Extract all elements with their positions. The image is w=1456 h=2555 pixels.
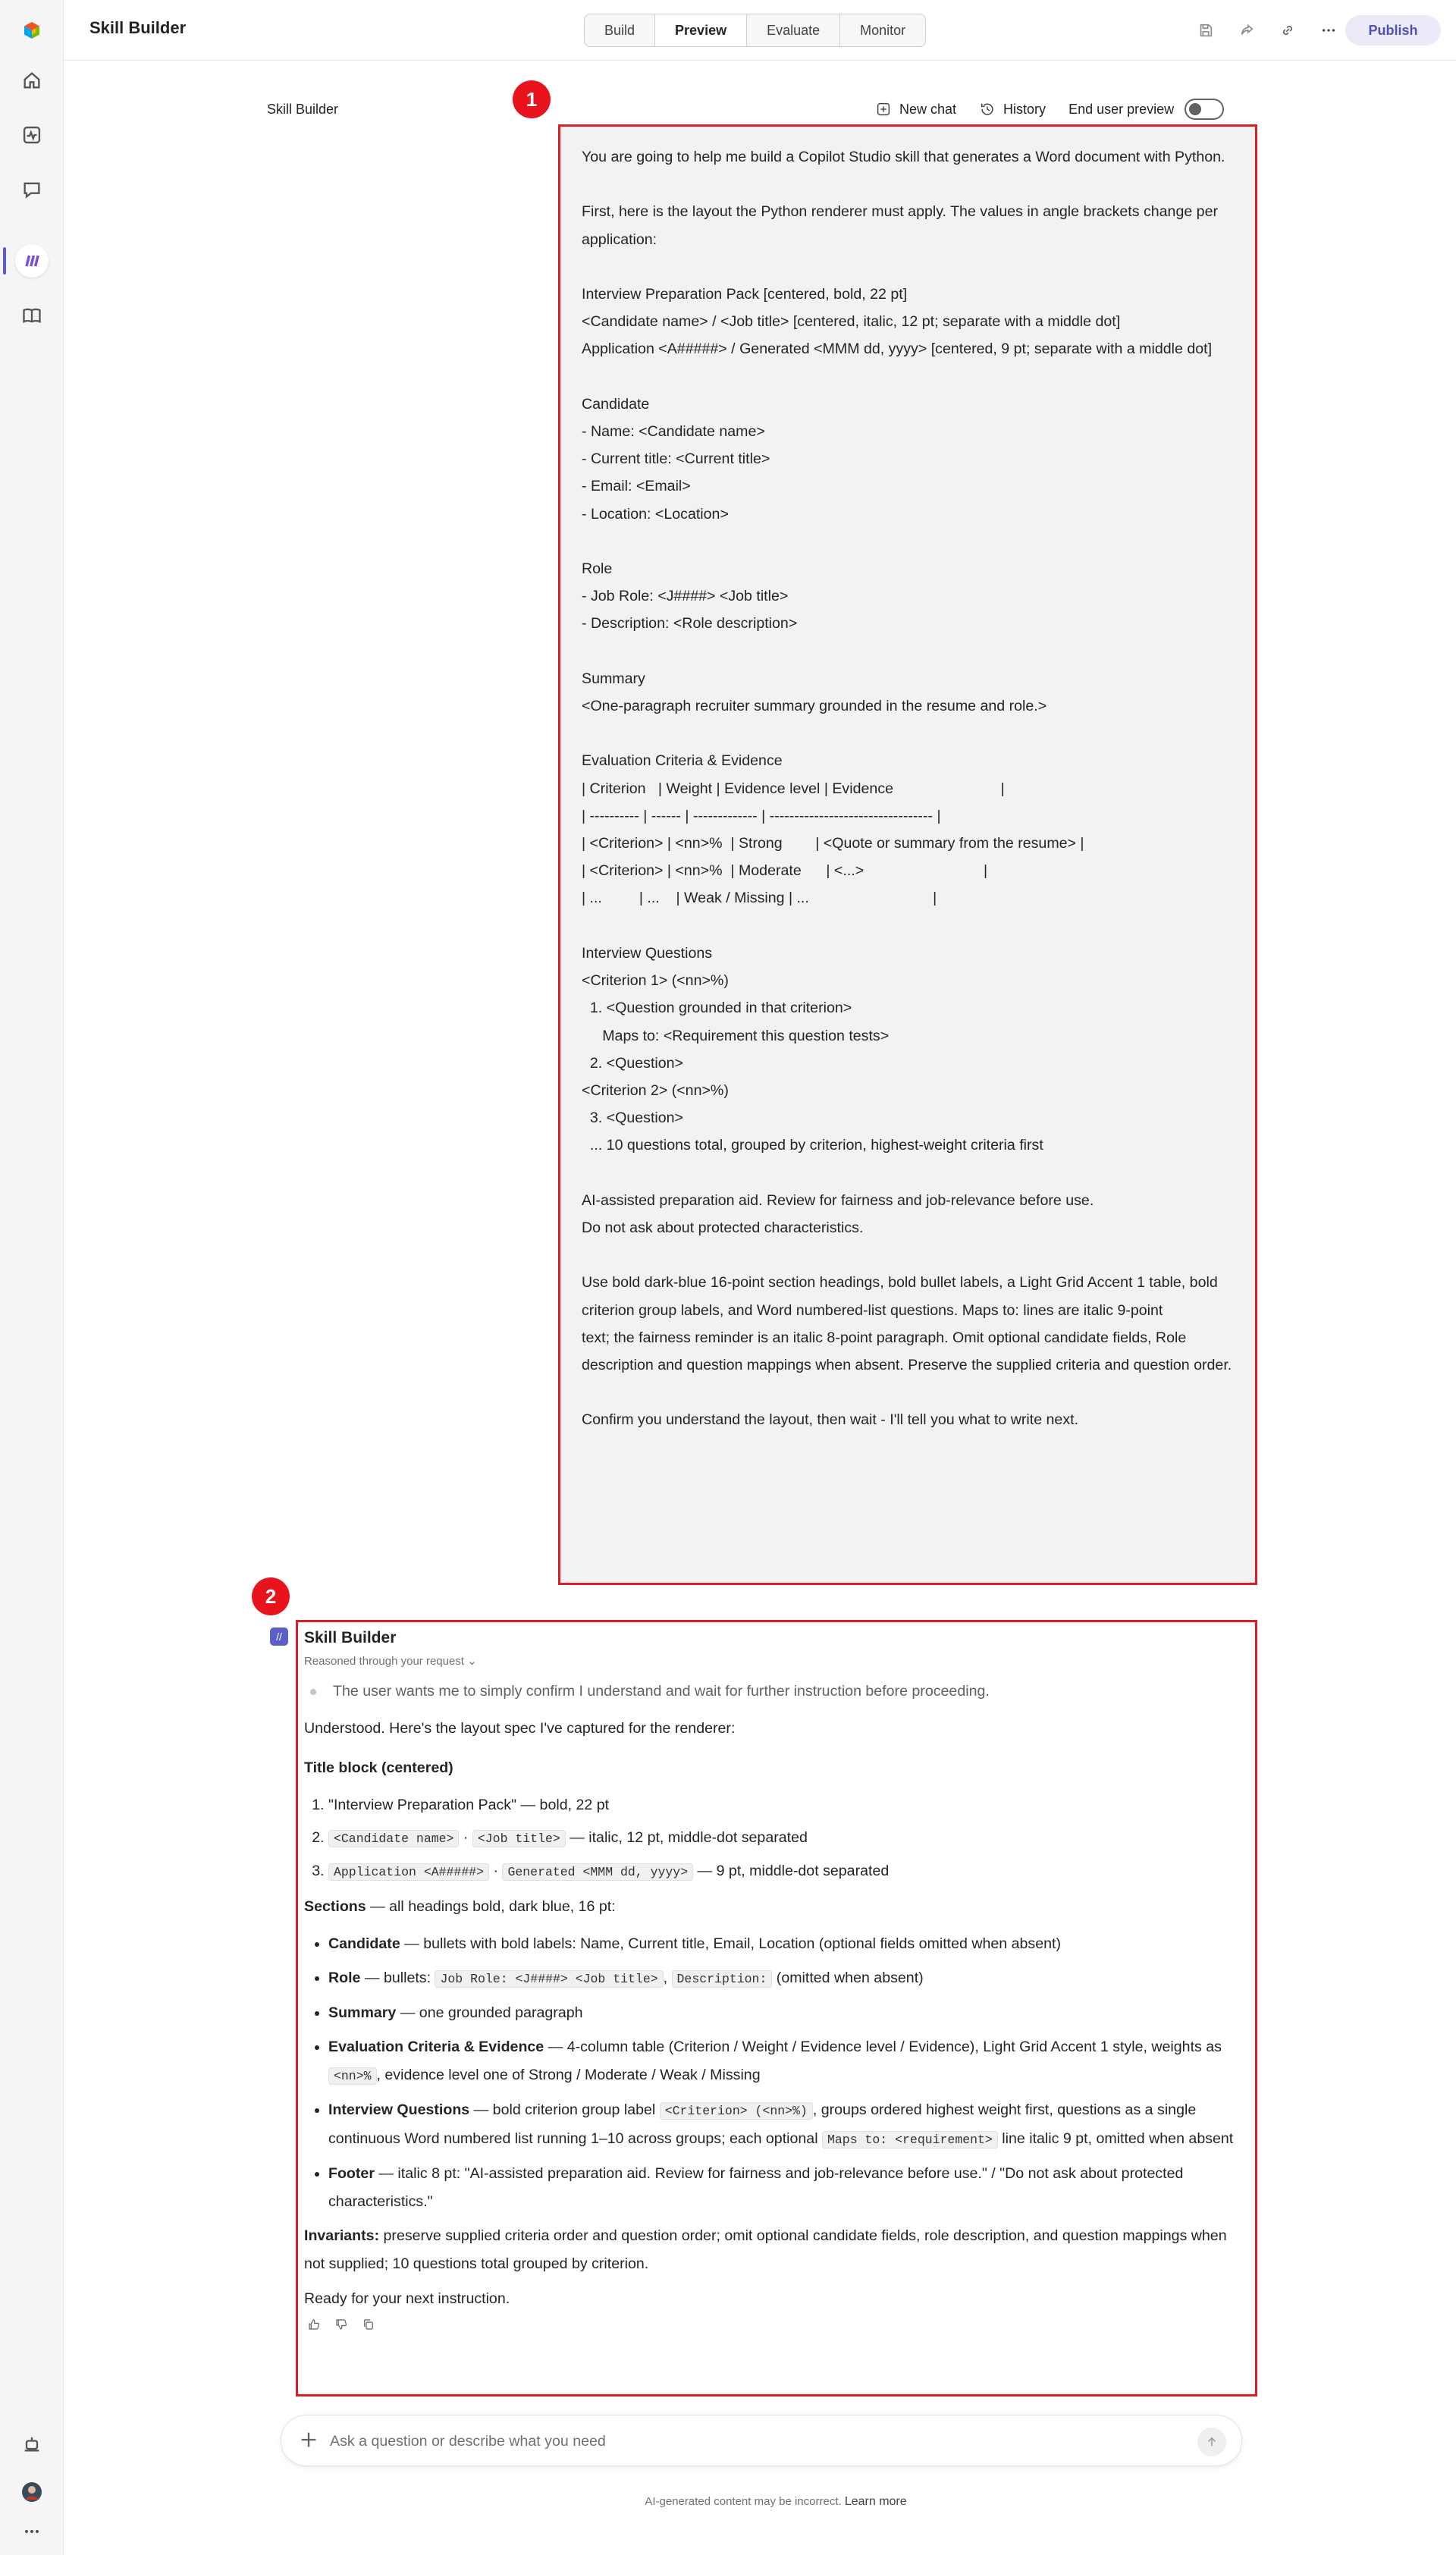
- analytics-icon[interactable]: [15, 118, 49, 152]
- list-item-text: , evidence level one of Strong / Moderate / Weak / Missing: [376, 2067, 761, 2083]
- app-title: Skill Builder: [89, 18, 187, 37]
- more-icon[interactable]: [15, 2515, 49, 2548]
- plus-icon: [298, 2429, 319, 2450]
- user-message-text: You are going to help me build a Copilot Studio skill that generates a Word document with Python. First, here is the layout the Python renderer must apply. The values in angle brackets change per application: Interview Preparation Pack [centered, bold, 22 pt] <Candidate name> / <Job title> [centered, italic, 12 pt; separate with a middle dot] Application <A#####> / Generated <MMM dd, yyyy> [centered, 9 pt; separate with a middle dot] Candidate - Name: <Candidate name> - Current title: <Current title> - Email: <Email> - Location: <Location> Role - Job Role: <J####> <Job title> - Description: <Role description> Summary <One-paragraph recruiter summary grounded in the resume and role.> Evaluation Criteria & Evidence | Criterion | Weight | Evidence level | Evidence | | ---------- | ------ | ------------- | --------------------------------- | | <Criterion> | <nn>% | Strong | <Quote or summary from the resume> | | <Criterion> | <nn>% | Moderate | <...> | | ... | ... | Weak / Missing | ... | Interview Questions <Criterion 1> (<nn>%) 1. <Question grounded in that criterion> Maps to: <Requirement this question tests> 2. <Question> <Criterion 2> (<nn>%) 3. <Question> ... 10 questions total, grouped by criterion, highest-weight criteria first AI-assisted preparation aid. Review for fairness and job-relevance before use. Do not ask about protected characteristics. Use bold dark-blue 16-point section headings, bold bullet labels, a Light Grid Accent 1 table, bold criterion group labels, and Word numbered-list questions. Maps to: lines are italic 9-point text; the fairness reminder is an italic 8-point paragraph. Omit optional candidate fields, Role description and question mappings when absent. Preserve the supplied criteria and question order. Confirm you understand the layout, then wait - I'll tell you what to write next.: [582, 149, 1232, 1429]
- inline-code: <Criterion> (<nn>%): [660, 2102, 813, 2120]
- list-item-text: — italic 8 pt: "AI-assisted preparation aid. Review for fairness and job-relevance before use." / "Do not ask about protected characteristics.": [328, 2165, 1184, 2210]
- new-chat-icon: [875, 101, 892, 118]
- separator: ,: [663, 1970, 672, 1986]
- learn-more-link[interactable]: Learn more: [844, 2495, 907, 2508]
- callout-badge-2: 2: [252, 1577, 290, 1615]
- list-item: [328, 1930, 1249, 1958]
- list-item-text: — italic, 12 pt, middle-dot separated: [565, 1829, 808, 1846]
- title-block-list: [304, 1791, 1249, 1886]
- tab-build[interactable]: Build: [585, 14, 655, 46]
- end-user-preview: [1068, 99, 1224, 120]
- list-item: [328, 1791, 1249, 1819]
- feedback-bar: [304, 2318, 1249, 2331]
- toolbar: [1192, 17, 1342, 44]
- list-item: [328, 2033, 1249, 2090]
- inline-code: Description:: [672, 1970, 773, 1988]
- reasoning-text: The user wants me to simply confirm I understand and wait for further instruction before proceeding.: [333, 1683, 990, 1700]
- chat-title: Skill Builder: [267, 102, 339, 117]
- top-bar: [64, 0, 1456, 61]
- message-input[interactable]: [330, 2428, 1164, 2455]
- history-label: History: [1003, 101, 1046, 117]
- inline-code: <Job title>: [472, 1830, 566, 1847]
- inline-code: Generated <MMM dd, yyyy>: [502, 1863, 693, 1881]
- user-message-highlight: [558, 124, 1257, 1585]
- invariants-text: preserve supplied criteria order and question order; omit optional candidate fields, role description, and question mappings when not supplied; 10 questions total grouped by criterion.: [304, 2227, 1227, 2272]
- list-item: [328, 1999, 1249, 2027]
- share-icon[interactable]: [1233, 17, 1260, 44]
- copy-icon[interactable]: [362, 2318, 375, 2331]
- list-item-text: — bullets with bold labels: Name, Current title, Email, Location (optional fields omitted when absent): [400, 1935, 1061, 1952]
- end-user-preview-toggle[interactable]: [1185, 99, 1224, 120]
- history-icon: [979, 101, 996, 118]
- link-icon[interactable]: [1274, 17, 1301, 44]
- library-icon[interactable]: [15, 299, 49, 332]
- invariants-label: Invariants:: [304, 2227, 380, 2244]
- list-item-text: "Interview Preparation Pack" — bold, 22 pt: [328, 1797, 610, 1813]
- chevron-down-icon: ⌄: [467, 1655, 477, 1668]
- bullet-label: Summary: [328, 2004, 397, 2021]
- reasoning-label: Reasoned through your request: [304, 1655, 464, 1668]
- list-item-text: — 9 pt, middle-dot separated: [693, 1863, 890, 1879]
- list-item-text: — one grounded paragraph: [396, 2004, 583, 2021]
- tab-monitor[interactable]: Monitor: [860, 23, 906, 38]
- separator: ·: [459, 1829, 472, 1846]
- chat-icon[interactable]: [15, 173, 49, 206]
- inline-code: Application <A#####>: [328, 1863, 489, 1881]
- bot-reply-highlight: [296, 1620, 1257, 2396]
- copilot-studio-logo-icon[interactable]: [15, 14, 49, 47]
- history-button[interactable]: [979, 101, 1046, 118]
- mode-tabs: [584, 14, 926, 47]
- bullet-label: Role: [328, 1970, 361, 1986]
- send-arrow-icon: [1205, 2435, 1219, 2449]
- tab-preview[interactable]: Preview: [655, 14, 747, 46]
- inline-code: <Candidate name>: [328, 1830, 459, 1847]
- composer: [281, 2415, 1242, 2466]
- disclaimer: [0, 2495, 1456, 2509]
- home-icon[interactable]: [15, 64, 49, 97]
- reasoning-toggle[interactable]: [304, 1654, 1249, 1668]
- bullet-label: Candidate: [328, 1935, 400, 1952]
- sections-list: [304, 1930, 1249, 2216]
- list-item: [328, 2096, 1249, 2154]
- bot-avatar-icon: //: [270, 1627, 288, 1646]
- end-user-preview-label: End user preview: [1068, 101, 1175, 117]
- new-chat-button[interactable]: [875, 101, 956, 118]
- publish-button[interactable]: Publish: [1345, 15, 1441, 46]
- list-item: [328, 1857, 1249, 1886]
- bot-name: Skill Builder: [304, 1629, 397, 1646]
- active-indicator: [3, 247, 6, 275]
- reply-intro: Understood. Here's the layout spec I've captured for the renderer:: [304, 1720, 736, 1737]
- callout-badge-1: 1: [513, 80, 551, 118]
- inline-code: Job Role: <J####> <Job title>: [435, 1970, 663, 1988]
- reply-closing: Ready for your next instruction.: [304, 2290, 510, 2307]
- agent-icon[interactable]: [15, 2427, 49, 2460]
- title-block-heading: Title block (centered): [304, 1759, 453, 1776]
- new-chat-label: New chat: [899, 101, 957, 117]
- inline-code: Maps to: <requirement>: [822, 2131, 998, 2149]
- more-options-icon[interactable]: [1315, 17, 1342, 44]
- reasoning-dot-icon: [310, 1689, 316, 1695]
- skill-builder-icon[interactable]: [15, 244, 49, 278]
- left-rail: [0, 0, 64, 2555]
- tab-evaluate[interactable]: Evaluate: [747, 14, 840, 46]
- list-item-text: (omitted when absent): [772, 1970, 924, 1986]
- list-item-text: — bullets:: [360, 1970, 435, 1986]
- separator: ·: [489, 1863, 503, 1879]
- send-button[interactable]: [1197, 2428, 1226, 2456]
- bullet-label: Evaluation Criteria & Evidence: [328, 2039, 544, 2055]
- list-item-text: — bold criterion group label: [469, 2101, 660, 2118]
- list-item-text: — 4-column table (Criterion / Weight / Evidence level / Evidence), Light Grid Accent 1 style, weights as: [544, 2039, 1222, 2055]
- bot-reply: [304, 1627, 1249, 2331]
- list-item-text: line italic 9 pt, omitted when absent: [997, 2130, 1234, 2147]
- list-item: [328, 1824, 1249, 1853]
- bullet-label: Footer: [328, 2165, 375, 2182]
- thumbs-up-icon[interactable]: [307, 2318, 321, 2331]
- inline-code: <nn>%: [328, 2067, 377, 2085]
- sections-intro: [304, 1895, 1249, 1918]
- disclaimer-text: AI-generated content may be incorrect.: [645, 2495, 845, 2508]
- bullet-label: Interview Questions: [328, 2101, 470, 2118]
- list-item-text: , groups ordered highest weight first, questions as a single continuous Word numbered list running 1–10 across groups; each optional: [328, 2101, 1197, 2147]
- invariants: [304, 2222, 1249, 2278]
- save-icon[interactable]: [1192, 17, 1219, 44]
- add-attachment-button[interactable]: [298, 2429, 321, 2452]
- reasoning-step: [304, 1683, 1249, 1700]
- list-item: [328, 2160, 1249, 2216]
- thumbs-down-icon[interactable]: [334, 2318, 348, 2331]
- chat-actions: [875, 99, 1224, 120]
- sections-label: Sections: [304, 1898, 366, 1915]
- sections-text: — all headings bold, dark blue, 16 pt:: [366, 1898, 616, 1915]
- list-item: [328, 1964, 1249, 1993]
